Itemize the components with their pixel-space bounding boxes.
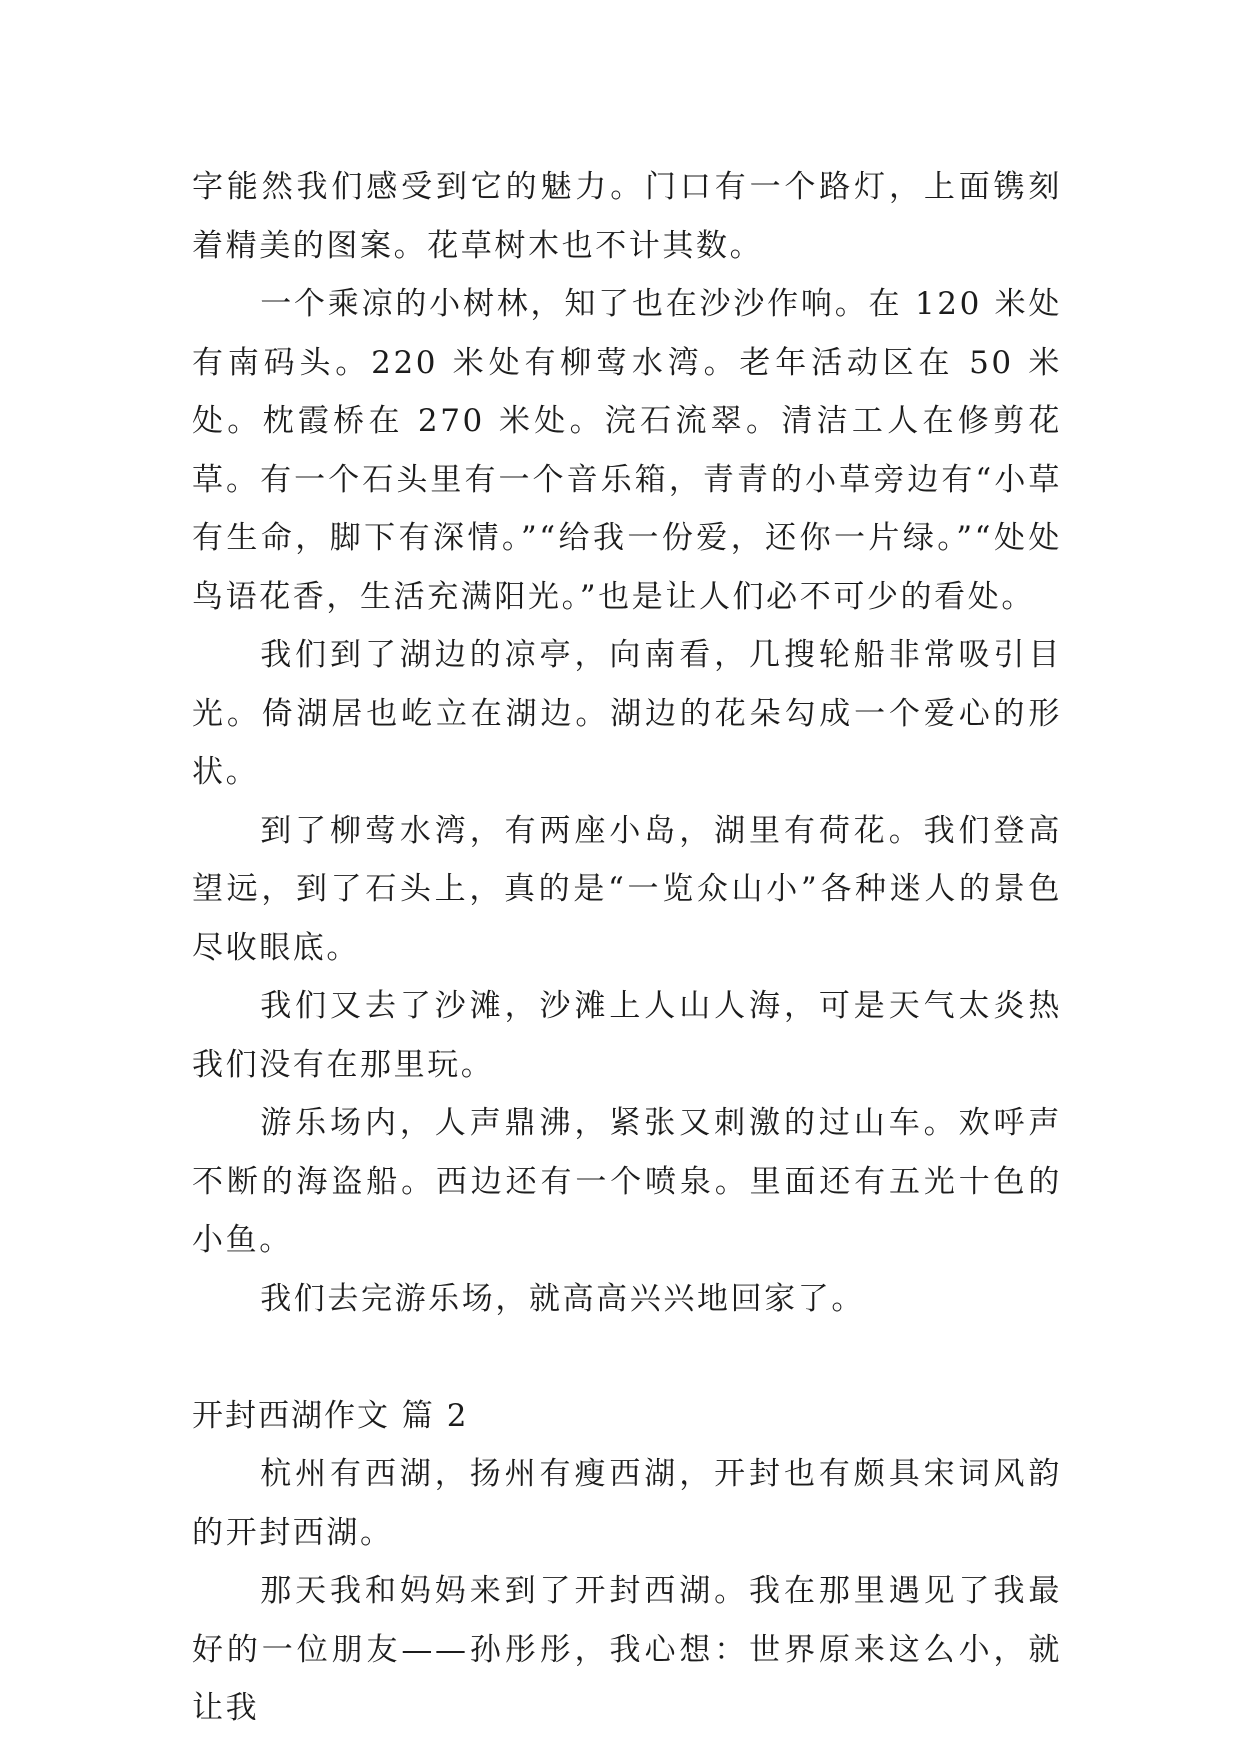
paragraph-6: 游乐场内，人声鼎沸，紧张又刺激的过山车。欢呼声不断的海盗船。西边还有一个喷泉。里面还有五光十色的小鱼。 — [192, 1105, 1062, 1258]
paragraph-2: 一个乘凉的小树林，知了也在沙沙作响。在 120 米处有南码头。220 米处有柳莺水湾。老年活动区在 50 米处。枕霞桥在 270 米处。浣石流翠。清洁工人在修剪花草。有一个石头里有一个音乐箱，青青的小草旁边有“小草有生命，脚下有深情。”“给我一份爱，还你一片绿。”“处处鸟语花香，生活充满阳光。”也是让人们必不可少的看处。 — [192, 286, 1062, 615]
paragraph-5: 我们又去了沙滩，沙滩上人山人海，可是天气太炎热我们没有在那里玩。 — [192, 988, 1062, 1083]
paragraph-8: 杭州有西湖，扬州有瘦西湖，开封也有颇具宋词风韵的开封西湖。 — [192, 1456, 1062, 1551]
document-body — [192, 158, 1062, 1738]
section-title: 开封西湖作文 篇 2 — [192, 1397, 469, 1434]
paragraph-7: 我们去完游乐场，就高高兴兴地回家了。 — [260, 1280, 865, 1317]
paragraph-3: 我们到了湖边的凉亭，向南看，几搜轮船非常吸引目光。倚湖居也屹立在湖边。湖边的花朵勾成一个爱心的形状。 — [192, 637, 1062, 790]
paragraph-4: 到了柳莺水湾，有两座小岛，湖里有荷花。我们登高望远，到了石头上，真的是“一览众山小”各种迷人的景色尽收眼底。 — [192, 812, 1062, 966]
paragraph-1: 字能然我们感受到它的魅力。门口有一个路灯，上面镌刻着精美的图案。花草树木也不计其数。 — [192, 169, 1062, 264]
paragraph-9: 那天我和妈妈来到了开封西湖。我在那里遇见了我最好的一位朋友——孙彤彤，我心想：世界原来这么小，就让我 — [192, 1573, 1062, 1726]
